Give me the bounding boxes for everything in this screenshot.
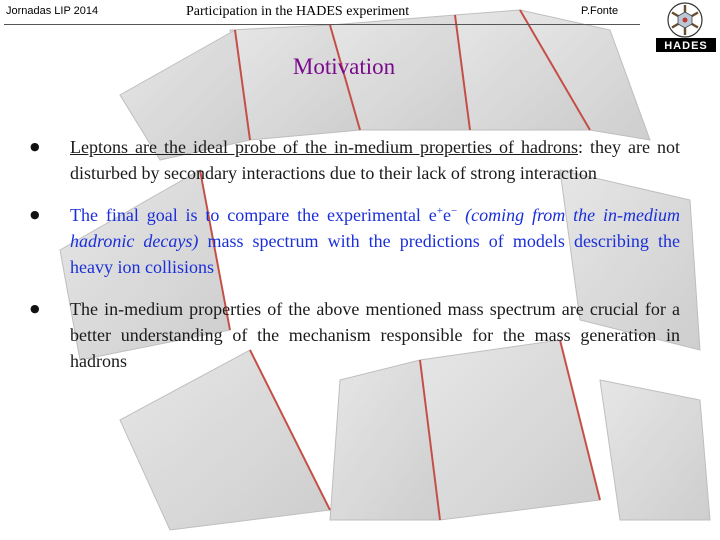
hades-logo-icon (650, 0, 720, 54)
header-event: Jornadas LIP 2014 (6, 5, 99, 17)
bullet-item (30, 202, 680, 280)
bullet-text-rest: mass spectrum with the predictions of models describing the heavy ion collisions (70, 231, 680, 277)
bullet-underlined-phrase: Leptons are the ideal probe of the in-medium properties of hadrons (70, 137, 578, 157)
bullet-text-start: The final goal is to compare the experimental e (70, 205, 437, 225)
positron-superscript: + (436, 205, 444, 217)
header-author: P.Fonte (581, 5, 619, 17)
bullet-item (30, 134, 680, 186)
bullet-list (30, 134, 680, 390)
header-divider (4, 24, 640, 25)
bullet-text (70, 134, 680, 186)
bullet-text: The in-medium properties of the above mentioned mass spectrum are crucial for a better understanding of the mechanism responsible for the mass generation in hadrons (70, 299, 680, 371)
bullet-text-rest: : they are not disturbed by secondary interactions due to their lack of strong interaction (70, 137, 680, 183)
header-title: Participation in the HADES experiment (186, 4, 410, 19)
bullet-dot-icon: ● (30, 302, 40, 315)
bullet-italic-phrase: (coming from the in-medium hadronic decays) (70, 205, 680, 251)
bullet-text (70, 202, 680, 280)
bullet-dot-icon: ● (30, 208, 40, 221)
slide-title: Motivation (292, 54, 396, 79)
bullet-dot-icon: ● (30, 140, 40, 153)
hades-logo-text: HADES (664, 40, 708, 52)
electron-superscript: − (451, 205, 458, 217)
bullet-item (30, 296, 680, 374)
electron-symbol: e (443, 205, 452, 225)
